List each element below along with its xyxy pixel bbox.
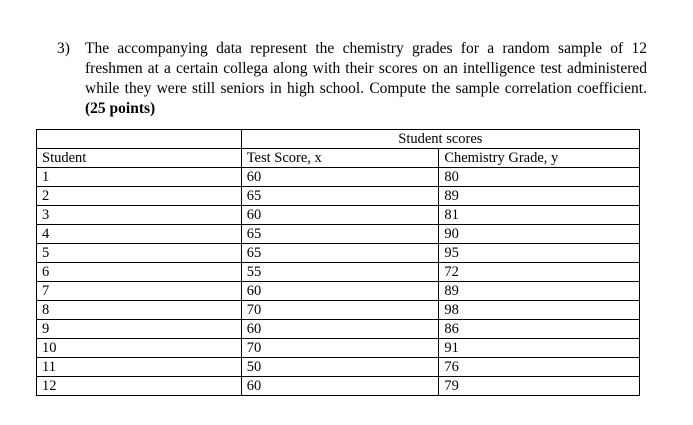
student-cell: 4 [37, 225, 242, 244]
group-header-spacer [37, 130, 242, 149]
student-cell: 3 [37, 206, 242, 225]
chemistry-grade-cell: 79 [439, 377, 640, 396]
group-header-row [37, 130, 640, 149]
column-header-student: Student [37, 149, 242, 168]
student-cell: 12 [37, 377, 242, 396]
table-row [37, 358, 640, 377]
problem-line-2: freshmen at a certain collega along with their scores on an intelligence test administered [85, 60, 647, 77]
test-score-cell: 70 [241, 339, 439, 358]
student-cell: 7 [37, 282, 242, 301]
test-score-cell: 60 [241, 168, 439, 187]
chemistry-grade-cell: 86 [439, 320, 640, 339]
problem-line-3: while they were still seniors in high school. Compute the sample correlation coefficient. [85, 80, 647, 97]
test-score-cell: 70 [241, 301, 439, 320]
problem-statement [57, 39, 647, 119]
test-score-cell: 65 [241, 244, 439, 263]
student-cell: 8 [37, 301, 242, 320]
test-score-cell: 60 [241, 282, 439, 301]
table-row [37, 225, 640, 244]
table-row [37, 301, 640, 320]
chemistry-grade-cell: 95 [439, 244, 640, 263]
table-row [37, 339, 640, 358]
chemistry-grade-cell: 81 [439, 206, 640, 225]
group-header: Student scores [241, 130, 639, 149]
test-score-cell: 60 [241, 320, 439, 339]
test-score-cell: 65 [241, 187, 439, 206]
test-score-cell: 60 [241, 206, 439, 225]
chemistry-grade-cell: 72 [439, 263, 640, 282]
test-score-cell: 65 [241, 225, 439, 244]
column-header-row [37, 149, 640, 168]
chemistry-grade-cell: 80 [439, 168, 640, 187]
test-score-cell: 55 [241, 263, 439, 282]
test-score-cell: 60 [241, 377, 439, 396]
problem-line-1: The accompanying data represent the chemistry grades for a random sample of 12 [85, 40, 647, 57]
table-row [37, 282, 640, 301]
problem-points: (25 points) [85, 100, 156, 117]
chemistry-grade-cell: 91 [439, 339, 640, 358]
test-score-cell: 50 [241, 358, 439, 377]
student-cell: 1 [37, 168, 242, 187]
student-cell: 10 [37, 339, 242, 358]
chemistry-grade-cell: 98 [439, 301, 640, 320]
student-cell: 9 [37, 320, 242, 339]
student-cell: 2 [37, 187, 242, 206]
chemistry-grade-cell: 90 [439, 225, 640, 244]
student-cell: 5 [37, 244, 242, 263]
student-scores-table [36, 129, 640, 396]
table-row [37, 320, 640, 339]
table-row [37, 244, 640, 263]
student-cell: 11 [37, 358, 242, 377]
table-row [37, 168, 640, 187]
table-row [37, 187, 640, 206]
student-cell: 6 [37, 263, 242, 282]
chemistry-grade-cell: 89 [439, 282, 640, 301]
chemistry-grade-cell: 89 [439, 187, 640, 206]
problem-number: 3) [57, 40, 70, 57]
column-header-chemistry-grade: Chemistry Grade, y [439, 149, 640, 168]
chemistry-grade-cell: 76 [439, 358, 640, 377]
table-row [37, 377, 640, 396]
problem-text [85, 39, 647, 119]
column-header-test-score: Test Score, x [241, 149, 439, 168]
table-row [37, 206, 640, 225]
table-row [37, 263, 640, 282]
